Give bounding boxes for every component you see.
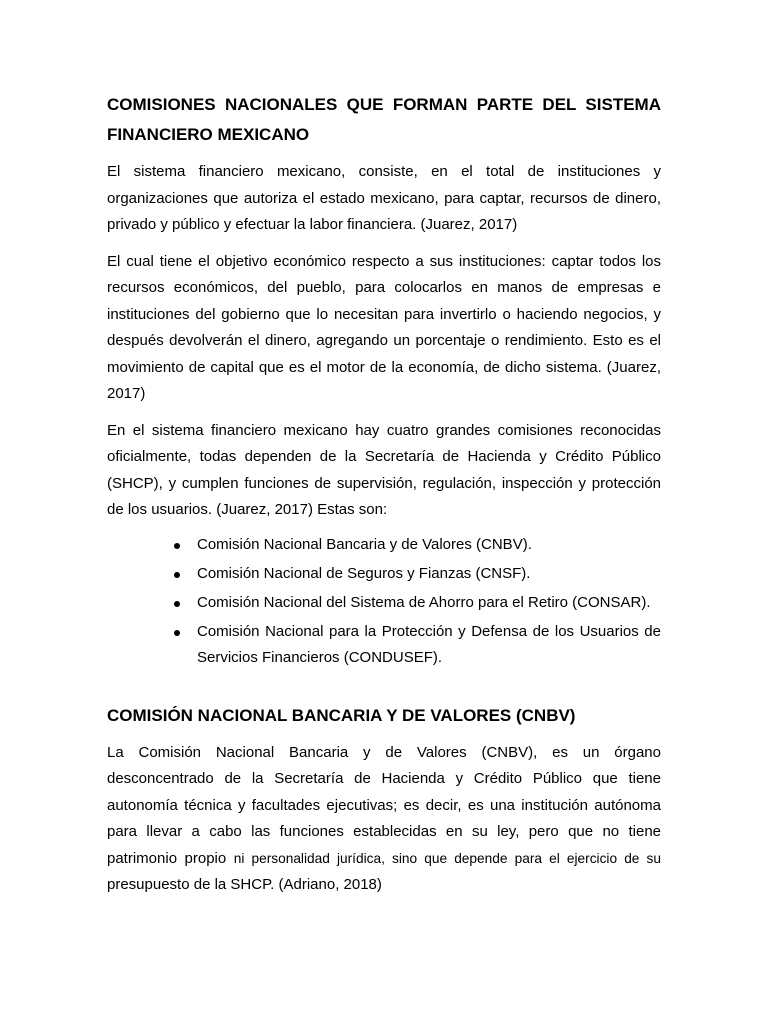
cnbv-paragraph-text-3: presupuesto de la SHCP. (Adriano, 2018) bbox=[107, 876, 382, 893]
list-item-text: Comisión Nacional para la Protección y Defensa de los Usuarios de Servicios Financieros (CONDUSEF). bbox=[197, 622, 661, 666]
list-item-text: Comisión Nacional del Sistema de Ahorro para el Retiro (CONSAR). bbox=[197, 593, 651, 611]
commissions-paragraph: En el sistema financiero mexicano hay cuatro grandes comisiones reconocidas oficialmente, todas dependen de la Secretaría de Hacienda y Crédito Público (SHCP), y cumplen funciones de supervisión, regulación, inspección y protección de los usuarios. (Juarez, 2017) Estas son: bbox=[107, 421, 661, 518]
intro-paragraph: El sistema financiero mexicano, consiste, en el total de instituciones y organizaciones que autoriza el estado mexicano, para captar, recursos de dinero, privado y público y efectuar la labor financiera. (Juarez, 2017) bbox=[107, 163, 661, 233]
objective-paragraph: El cual tiene el objetivo económico respecto a sus instituciones: captar todos los recursos económicos, del pueblo, para colocarlos en manos de empresas e instituciones del gobierno que lo necesitan para invertirlo o haciendo negocios, y después devolverán el dinero, agregando un porcentaje o rendimiento. Esto es el movimiento de capital que es el motor de la economía, de dicho sistema. (Juarez, 2017) bbox=[107, 252, 661, 402]
cnbv-paragraph-text-1: La Comisión Nacional Bancaria y de Valores (CNBV), es un órgano desconcentrado de la Secretaría de Hacienda y Crédito Público que tiene autonomía técnica y facultades ejecutivas; es decir, es una institución autónoma para llevar a cabo las funciones establecidas en su ley, pero que no tiene patrimonio propio bbox=[107, 743, 661, 867]
cnbv-paragraph bbox=[107, 740, 661, 899]
commissions-list bbox=[107, 532, 661, 672]
bullet-icon bbox=[174, 572, 180, 578]
main-heading: COMISIONES NACIONALES QUE FORMAN PARTE DEL SISTEMA FINANCIERO MEXICANO bbox=[107, 95, 661, 144]
cnbv-paragraph-text-2: ni personalidad jurídica, sino que depende para el ejercicio de su bbox=[233, 850, 661, 866]
list-item bbox=[197, 532, 661, 559]
list-item bbox=[197, 619, 661, 672]
bullet-icon bbox=[174, 543, 180, 549]
document-body bbox=[107, 90, 661, 899]
list-item bbox=[197, 590, 661, 617]
list-item-text: Comisión Nacional Bancaria y de Valores (CNBV). bbox=[197, 535, 532, 553]
list-item-text: Comisión Nacional de Seguros y Fianzas (CNSF). bbox=[197, 564, 531, 582]
section-heading-cnbv: COMISIÓN NACIONAL BANCARIA Y DE VALORES (CNBV) bbox=[107, 705, 576, 725]
list-item bbox=[197, 561, 661, 588]
bullet-icon bbox=[174, 630, 180, 636]
bullet-icon bbox=[174, 601, 180, 607]
